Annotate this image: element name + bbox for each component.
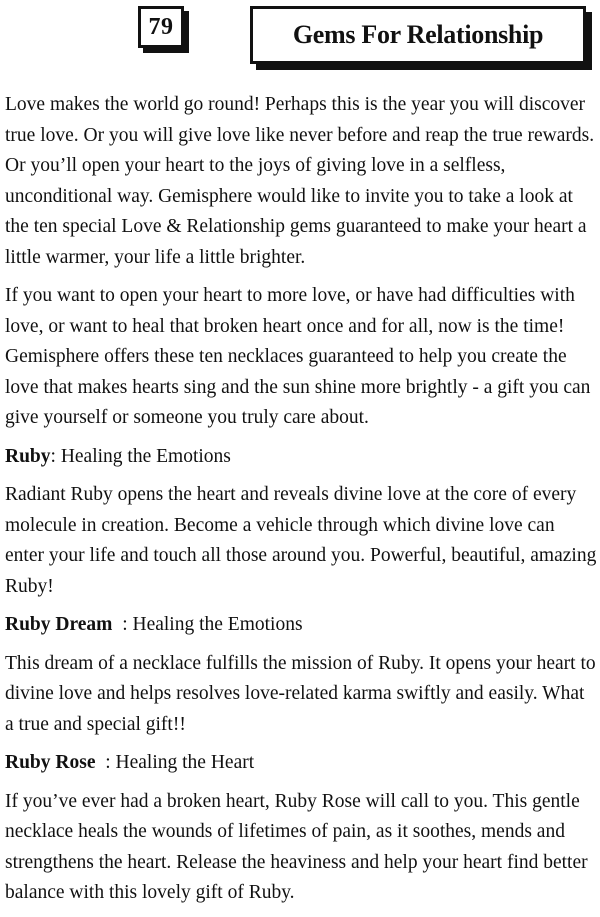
gem-subtitle: : Healing the Emotions — [112, 614, 303, 635]
gem-entry-ruby-rose — [5, 748, 597, 909]
title-box — [250, 6, 586, 64]
gem-description: This dream of a necklace fulfills the mission of Ruby. It opens your heart to divine love and helps resolves love-related karma swiftly and easily. What a true and special gift!! — [5, 652, 596, 735]
intro-paragraph: If you want to open your heart to more love, or have had difficulties with love, or want to heal that broken heart once and for all, now is the time! Gemisphere offers these ten necklaces guaranteed to help you create the love that makes hearts sing and the sun shine more brightly - a gift you can give yourself or someone you truly care about. — [5, 285, 591, 428]
gem-heading — [5, 442, 597, 473]
gem-heading — [5, 748, 597, 779]
gem-entry-ruby — [5, 442, 597, 603]
gem-description: If you’ve ever had a broken heart, Ruby Rose will call to you. This gentle necklace heals the wounds of lifetimes of pain, as it soothes, mends and strengthens the heart. Release the heaviness and help your heart find better balance with this lovely gift of Ruby. — [5, 790, 588, 903]
gem-description: Radiant Ruby opens the heart and reveals divine love at the core of every molecule in creation. Become a vehicle through which divine love can enter your life and touch all those around you. Powerful, beautiful, amazing Ruby! — [5, 484, 597, 597]
article-body — [5, 90, 597, 917]
gem-name: Ruby — [5, 445, 51, 467]
gem-subtitle: : Healing the Emotions — [50, 445, 231, 467]
intro-paragraph: Love makes the world go round! Perhaps this is the year you will discover true love. Or you will give love like never before and reap the true rewards. Or you’ll open your heart to the joys of giving love in a selfless, unconditional way. Gemisphere would like to invite you to take a look at the ten special Love & Relationship gems guaranteed to make your heart a little warmer, your life a little brighter. — [5, 94, 595, 268]
gem-subtitle: : Healing the Heart — [95, 752, 255, 773]
gem-heading — [5, 610, 597, 641]
gem-name: Ruby Rose — [5, 752, 96, 773]
page-number-box — [138, 6, 184, 48]
page-number: 79 — [148, 13, 174, 40]
page-title: Gems For Relationship — [292, 20, 544, 49]
gem-entry-ruby-dream — [5, 610, 597, 740]
gem-name: Ruby Dream — [5, 614, 113, 635]
